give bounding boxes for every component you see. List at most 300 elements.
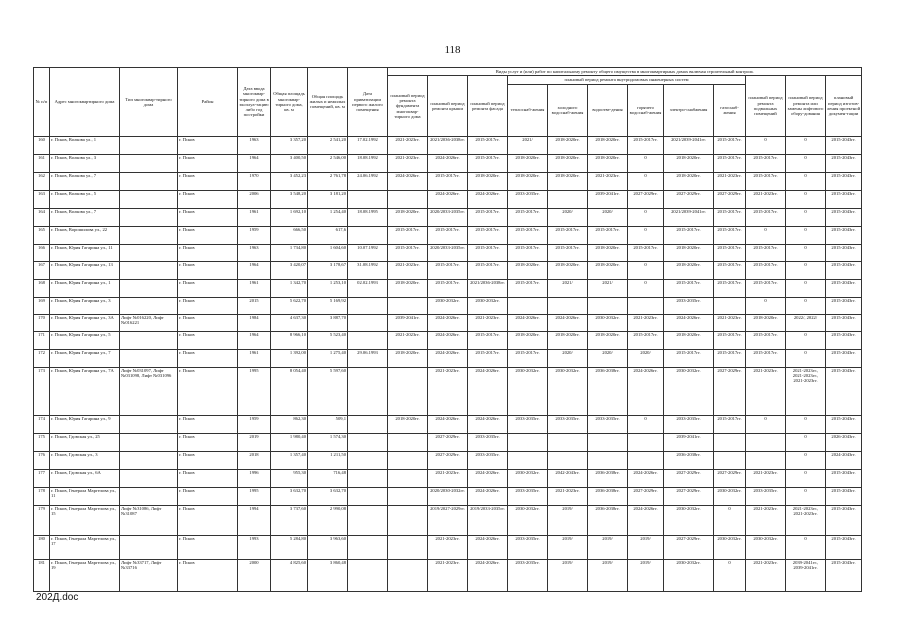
cell-sewer: 2036-2038гг. [588, 487, 628, 505]
cell-year: 1961 [238, 208, 271, 226]
cell-area-total: 4 825,60 [271, 559, 308, 591]
cell-heat: 2021/ [508, 136, 548, 154]
cell-basement: 2021-2023гг. [746, 505, 786, 535]
cell-hot-water: 0 [628, 154, 664, 172]
cell-basement: 2021-2023гг. [746, 367, 786, 415]
cell-sewer: 2036-2038гг. [588, 469, 628, 487]
cell-sewer: 2019/ [588, 559, 628, 591]
cell-sewer: 2030-2032гг. [588, 314, 628, 331]
cell-year: 2000 [238, 559, 271, 591]
cell-num: 167 [34, 261, 50, 279]
cell-docs: 2015-2043гг. [826, 154, 862, 172]
table-row [34, 367, 862, 415]
cell-hot-water: 2027-2029гг. [628, 190, 664, 208]
cell-gas: 2015-2017гг. [714, 349, 746, 367]
cell-heat: 2018-2020гг. [508, 154, 548, 172]
cell-facade: 2015-2017гг. [468, 136, 508, 154]
cell-heat [508, 297, 548, 314]
cell-gas: 2021-2023гг. [714, 314, 746, 331]
cell-electric: 2021/2039-2041гг. [664, 136, 714, 154]
cell-hot-water: 0 [628, 415, 664, 433]
cell-year: 1959 [238, 226, 271, 244]
cell-district: г. Псков [178, 172, 238, 190]
cell-basement: 2015-2017гг. [746, 331, 786, 349]
cell-area-living: 1 254,40 [308, 208, 348, 226]
cell-area-total: 3 452,23 [271, 172, 308, 190]
cell-basement: 0 [746, 226, 786, 244]
cell-type [120, 415, 178, 433]
cell-gas: 2030-2032гг. [714, 487, 746, 505]
cell-num: 177 [34, 469, 50, 487]
cell-foundation: 2015-2017гг. [388, 244, 428, 261]
cell-gas: 2027-2029гг. [714, 469, 746, 487]
cell-heat: 2018-2020гг. [508, 331, 548, 349]
cell-electric: 2030-2032гг. [664, 559, 714, 591]
cell-basement: 2015-2017гг. [746, 154, 786, 172]
cell-type [120, 208, 178, 226]
cell-year: 1995 [238, 487, 271, 505]
cell-hot-water: 2021-2023гг. [628, 314, 664, 331]
cell-heat: 2030-2032гг. [508, 505, 548, 535]
cell-electric: 2033-2035гг. [664, 297, 714, 314]
cell-district: г. Псков [178, 154, 238, 172]
cell-lift: 0 [786, 451, 826, 469]
cell-gas: 2030-2032гг. [714, 535, 746, 559]
cell-roof: 2024-2026гг. [428, 415, 468, 433]
cell-district: г. Псков [178, 487, 238, 505]
cell-foundation [388, 433, 428, 451]
cell-heat [508, 433, 548, 451]
cell-address: г. Псков, Волкова ул., 3 [50, 154, 120, 172]
header-heat: теплоснаб-жения [508, 84, 548, 136]
cell-num: 169 [34, 297, 50, 314]
cell-gas: 2015-2017гг. [714, 261, 746, 279]
cell-basement: 2030-2032гг. [746, 535, 786, 559]
cell-docs: 2015-2043гг. [826, 279, 862, 297]
cell-year: 1996 [238, 469, 271, 487]
cell-roof: 2020/2033-2035гг. [428, 208, 468, 226]
cell-facade: 2033-2035гг. [468, 433, 508, 451]
cell-district: г. Псков [178, 433, 238, 451]
cell-area-living: 2 541,20 [308, 136, 348, 154]
cell-docs: 2015-2043гг. [826, 297, 862, 314]
cell-foundation: 2024-2026гг. [388, 172, 428, 190]
table-row [34, 261, 862, 279]
cell-cold-water: 2024-2026гг. [548, 314, 588, 331]
cell-foundation: 2018-2020гг. [388, 415, 428, 433]
cell-cold-water [548, 190, 588, 208]
cell-num: 180 [34, 535, 50, 559]
cell-sewer [588, 297, 628, 314]
cell-area-total: 955,30 [271, 469, 308, 487]
cell-facade: 2015-2017гг. [468, 261, 508, 279]
cell-year: 1995 [238, 367, 271, 415]
cell-foundation [388, 535, 428, 559]
cell-sewer: 2020/ [588, 349, 628, 367]
cell-privatization: 18.08.1992 [348, 154, 388, 172]
cell-basement: 0 [746, 415, 786, 433]
cell-district: г. Псков [178, 367, 238, 415]
cell-address: г. Псков, Гдовская ул., 6А [50, 469, 120, 487]
cell-foundation [388, 451, 428, 469]
cell-lift: 0 [786, 136, 826, 154]
cell-docs: 2015-2043гг. [826, 226, 862, 244]
cell-roof: 2021-2023гг. [428, 535, 468, 559]
cell-foundation: 2021-2023гг. [388, 261, 428, 279]
cell-basement: 2021-2023гг. [746, 190, 786, 208]
cell-type: Лифт №016220, Лифт №016221 [120, 314, 178, 331]
table-row [34, 451, 862, 469]
cell-area-living: 2 990,08 [308, 505, 348, 535]
header-area-living: Общая площадь жилых и нежилых помещений, кв. м [308, 68, 348, 137]
table-row [34, 535, 862, 559]
cell-district: г. Псков [178, 208, 238, 226]
cell-num: 172 [34, 349, 50, 367]
cell-electric: 2024-2026гг. [664, 314, 714, 331]
cell-sewer: 2019/ [588, 535, 628, 559]
cell-hot-water: 2024-2026гг. [628, 469, 664, 487]
cell-basement: 2015-2017гг. [746, 261, 786, 279]
cell-sewer: 2018-2020гг. [588, 244, 628, 261]
table-row [34, 314, 862, 331]
cell-hot-water: 0 [628, 279, 664, 297]
cell-num: 171 [34, 331, 50, 349]
cell-heat: 2033-2035гг. [508, 535, 548, 559]
cell-privatization [348, 226, 388, 244]
cell-type [120, 226, 178, 244]
cell-area-living: 5 169,92 [308, 297, 348, 314]
cell-gas: 2027-2029гг. [714, 367, 746, 415]
cell-num: 164 [34, 208, 50, 226]
cell-roof: 2024-2026гг. [428, 190, 468, 208]
cell-lift: 0 [786, 297, 826, 314]
cell-basement [746, 433, 786, 451]
cell-area-living: 1 211,50 [308, 451, 348, 469]
cell-hot-water: 2015-2017гг. [628, 331, 664, 349]
cell-area-total: 666,50 [271, 226, 308, 244]
table-row [34, 297, 862, 314]
cell-area-living: 5 523,40 [308, 331, 348, 349]
cell-type [120, 297, 178, 314]
cell-hot-water: 2024-2026гг. [628, 367, 664, 415]
cell-roof: 2024-2026гг. [428, 154, 468, 172]
cell-sewer [588, 433, 628, 451]
cell-facade: 2024-2026гг. [468, 190, 508, 208]
cell-foundation: 2021-2023гг. [388, 154, 428, 172]
header-area-total: Общая площадь многоквар-тирного дома, кв. м [271, 68, 308, 137]
cell-foundation [388, 505, 428, 535]
cell-facade: 2024-2026гг. [468, 487, 508, 505]
cell-lift: 0 [786, 279, 826, 297]
cell-district: г. Псков [178, 136, 238, 154]
cell-basement: 2015-2017гг. [746, 172, 786, 190]
cell-facade: 2015-2017гг. [468, 154, 508, 172]
cell-electric: 2027-2029гг. [664, 469, 714, 487]
header-basement: плановый период ремонта подвальных помещений [746, 76, 786, 136]
cell-num: 176 [34, 451, 50, 469]
header-privatization: Дата приватизации первого жилого помещения [348, 68, 388, 137]
cell-docs: 2015-2043гг. [826, 208, 862, 226]
cell-address: г. Псков, Юрия Гагарина ул., 3А [50, 314, 120, 331]
cell-basement: 2033-2035гг. [746, 487, 786, 505]
cell-sewer [588, 451, 628, 469]
cell-privatization: 31.08.1992 [348, 261, 388, 279]
cell-address: г. Псков, Юрия Гагарина ул., 13 [50, 261, 120, 279]
cell-sewer: 2018-2020гг. [588, 261, 628, 279]
header-year: Дата ввода многоквар-тирного дома в эксплуа-тацию либо год постройки [238, 68, 271, 137]
cell-num: 181 [34, 559, 50, 591]
header-docs: плановый период изготов-ления проектной докумен-тации [826, 76, 862, 136]
cell-year: 1964 [238, 331, 271, 349]
cell-heat: 2033-2035гг. [508, 559, 548, 591]
cell-roof: 2015-2017гг. [428, 226, 468, 244]
cell-type [120, 154, 178, 172]
cell-electric: 2018-2020гг. [664, 331, 714, 349]
cell-num: 174 [34, 415, 50, 433]
cell-lift: 0 [786, 154, 826, 172]
cell-year: 1994 [238, 505, 271, 535]
cell-sewer: 2036-2038гг. [588, 367, 628, 415]
cell-lift: 2039-2041гг., 2039-2041гг. [786, 559, 826, 591]
cell-address: г. Псков, Юрия Гагарина ул., 3 [50, 297, 120, 314]
cell-roof: 2020/2030-2032гг. [428, 487, 468, 505]
cell-foundation: 2018-2020гг. [388, 208, 428, 226]
cell-area-total: 862,30 [271, 415, 308, 433]
cell-basement: 2021-2023гг. [746, 469, 786, 487]
cell-privatization: 10.07.1992 [348, 244, 388, 261]
cell-year: 1963 [238, 136, 271, 154]
cell-type [120, 261, 178, 279]
cell-type [120, 279, 178, 297]
cell-cold-water: 2033-2035гг. [548, 415, 588, 433]
cell-foundation [388, 487, 428, 505]
cell-area-total: 3 420,07 [271, 261, 308, 279]
cell-electric: 2027-2029гг. [664, 535, 714, 559]
document-filename: 202Д.doc [36, 592, 79, 603]
cell-foundation [388, 559, 428, 591]
cell-area-total: 3 357,20 [271, 136, 308, 154]
cell-num: 161 [34, 154, 50, 172]
cell-address: г. Псков, Волкова ул., 1 [50, 136, 120, 154]
cell-area-living: 716,48 [308, 469, 348, 487]
cell-district: г. Псков [178, 297, 238, 314]
cell-facade: 2021/2036-2038гг. [468, 279, 508, 297]
cell-lift: 0 [786, 433, 826, 451]
table-row [34, 349, 862, 367]
cell-sewer: 2018-2020гг. [588, 154, 628, 172]
cell-facade: 2015-2017гг. [468, 244, 508, 261]
cell-facade: 2015-2017гг. [468, 349, 508, 367]
cell-area-living: 1 574,30 [308, 433, 348, 451]
cell-lift: 0 [786, 535, 826, 559]
cell-area-total: 1 692,10 [271, 208, 308, 226]
cell-hot-water: 2027-2029гг. [628, 487, 664, 505]
cell-year: 1984 [238, 314, 271, 331]
cell-hot-water: 0 [628, 208, 664, 226]
cell-heat [508, 451, 548, 469]
cell-facade: 2024-2026гг. [468, 535, 508, 559]
cell-hot-water: 2019/ [628, 559, 664, 591]
cell-facade: 2024-2026гг. [468, 367, 508, 415]
cell-district: г. Псков [178, 314, 238, 331]
cell-hot-water: 0 [628, 261, 664, 279]
cell-foundation: 2018-2020гг. [388, 279, 428, 297]
cell-electric: 2015-2017гг. [664, 226, 714, 244]
cell-type: Лифт №31086, Лифт №31087 [120, 505, 178, 535]
cell-gas [714, 297, 746, 314]
cell-year: 2018 [238, 451, 271, 469]
cell-cold-water: 2015-2017гг. [548, 226, 588, 244]
cell-facade: 2030-2032гг. [468, 297, 508, 314]
cell-lift: 0 [786, 487, 826, 505]
cell-privatization [348, 487, 388, 505]
cell-heat: 2030-2032гг. [508, 367, 548, 415]
cell-cold-water: 2015-2017гг. [548, 244, 588, 261]
cell-district: г. Псков [178, 415, 238, 433]
cell-gas: 2015-2017гг. [714, 208, 746, 226]
table-row [34, 190, 862, 208]
cell-num: 179 [34, 505, 50, 535]
cell-district: г. Псков [178, 279, 238, 297]
cell-lift: 0 [786, 349, 826, 367]
cell-area-total: 1 392,00 [271, 349, 308, 367]
capital-repair-table [33, 67, 862, 592]
cell-type [120, 331, 178, 349]
cell-cold-water: 2021/ [548, 279, 588, 297]
cell-type [120, 433, 178, 451]
table-row [34, 154, 862, 172]
cell-type [120, 535, 178, 559]
cell-hot-water: 2015-2017гг. [628, 244, 664, 261]
cell-heat: 2015-2017гг. [508, 279, 548, 297]
cell-roof: 2021/2036-2038гг. [428, 136, 468, 154]
cell-gas: 0 [714, 559, 746, 591]
cell-district: г. Псков [178, 349, 238, 367]
cell-address: г. Псков, Ворошилова ул., 22 [50, 226, 120, 244]
cell-hot-water: 2020/ [628, 349, 664, 367]
cell-docs: 2015-2043гг. [826, 469, 862, 487]
cell-facade: 2024-2026гг. [468, 559, 508, 591]
table-row [34, 136, 862, 154]
cell-electric: 2030-2032гг. [664, 367, 714, 415]
cell-electric: 2018-2020гг. [664, 244, 714, 261]
cell-gas: 2027-2029гг. [714, 190, 746, 208]
cell-heat: 2015-2017гг. [508, 349, 548, 367]
cell-lift: 2021-2023гг., 2021-2023гг. [786, 505, 826, 535]
cell-electric: 2015-2017гг. [664, 349, 714, 367]
table-row [34, 279, 862, 297]
cell-roof: 2027-2029гг. [428, 433, 468, 451]
cell-docs: 2015-2043гг. [826, 190, 862, 208]
cell-area-total: 5 284,80 [271, 535, 308, 559]
cell-area-total: 1 980,40 [271, 433, 308, 451]
cell-roof: 2024-2026гг. [428, 314, 468, 331]
cell-gas [714, 433, 746, 451]
cell-type [120, 136, 178, 154]
cell-area-living: 3 181,20 [308, 190, 348, 208]
cell-area-total: 4 637,30 [271, 314, 308, 331]
cell-address: г. Псков, Юрия Гагарина ул., 7 [50, 349, 120, 367]
cell-electric: 2015-2017гг. [664, 279, 714, 297]
cell-foundation: 2015-2017гг. [388, 226, 428, 244]
cell-sewer: 2018-2020гг. [588, 136, 628, 154]
cell-facade: 2015-2017гг. [468, 208, 508, 226]
cell-heat: 2033-2035гг. [508, 190, 548, 208]
cell-gas: 2015-2017гг. [714, 154, 746, 172]
cell-type [120, 190, 178, 208]
cell-cold-water: 2019/ [548, 559, 588, 591]
cell-roof: 2024-2026гг. [428, 331, 468, 349]
cell-foundation [388, 190, 428, 208]
cell-lift: 0 [786, 331, 826, 349]
cell-hot-water: 2019/ [628, 535, 664, 559]
cell-privatization: 02.02.1993 [348, 279, 388, 297]
cell-lift: 0 [786, 172, 826, 190]
cell-lift: 0 [786, 469, 826, 487]
cell-docs: 2015-2043гг. [826, 244, 862, 261]
cell-district: г. Псков [178, 559, 238, 591]
table-row [34, 244, 862, 261]
header-gas: газоснаб-жения [714, 84, 746, 136]
cell-roof: 2015-2017гг. [428, 279, 468, 297]
cell-cold-water [548, 297, 588, 314]
cell-hot-water [628, 433, 664, 451]
header-num: № п/п [34, 68, 50, 137]
cell-docs: 2015-2043гг. [826, 415, 862, 433]
cell-electric: 2033-2035гг. [664, 415, 714, 433]
cell-sewer: 2021-2023гг. [588, 172, 628, 190]
cell-roof: 2019/2027-2029гг. [428, 505, 468, 535]
cell-facade: 2015-2017гг. [468, 331, 508, 349]
cell-year: 1964 [238, 261, 271, 279]
cell-lift: 2021-2023гг., 2021-2023гг., 2021-2023гг. [786, 367, 826, 415]
cell-electric: 2039-2041гг. [664, 433, 714, 451]
cell-area-total: 3 400,50 [271, 154, 308, 172]
cell-facade: 2015-2017гг. [468, 226, 508, 244]
cell-district: г. Псков [178, 244, 238, 261]
cell-address: г. Псков, Гдовская ул., 25 [50, 433, 120, 451]
cell-address: г. Псков, Волкова ул., 7 [50, 172, 120, 190]
cell-cold-water: 2019/ [548, 535, 588, 559]
header-facade: плановый период ремонта фасада [468, 76, 508, 136]
cell-district: г. Псков [178, 261, 238, 279]
cell-district: г. Псков [178, 190, 238, 208]
cell-docs: 2015-2043гг. [826, 331, 862, 349]
table-row [34, 208, 862, 226]
cell-gas: 2015-2017гг. [714, 136, 746, 154]
cell-facade: 2018-2020гг. [468, 172, 508, 190]
cell-docs: 2024-2043гг. [826, 451, 862, 469]
cell-privatization [348, 505, 388, 535]
cell-sewer: 2021/ [588, 279, 628, 297]
cell-type [120, 244, 178, 261]
table-row [34, 487, 862, 505]
cell-docs: 2015-2043гг. [826, 535, 862, 559]
table-row [34, 415, 862, 433]
cell-lift: 0 [786, 208, 826, 226]
cell-year: 1959 [238, 415, 271, 433]
cell-basement: 2015-2017гг. [746, 244, 786, 261]
cell-cold-water: 2018-2020гг. [548, 331, 588, 349]
cell-roof: 2021-2023гг. [428, 559, 468, 591]
cell-docs: 2015-2043гг. [826, 559, 862, 591]
cell-foundation [388, 469, 428, 487]
cell-cold-water: 2018-2020гг. [548, 136, 588, 154]
cell-district: г. Псков [178, 226, 238, 244]
cell-foundation: 2039-2041гг. [388, 314, 428, 331]
cell-electric: 2036-2038гг. [664, 451, 714, 469]
cell-roof: 2030-2032гг. [428, 297, 468, 314]
